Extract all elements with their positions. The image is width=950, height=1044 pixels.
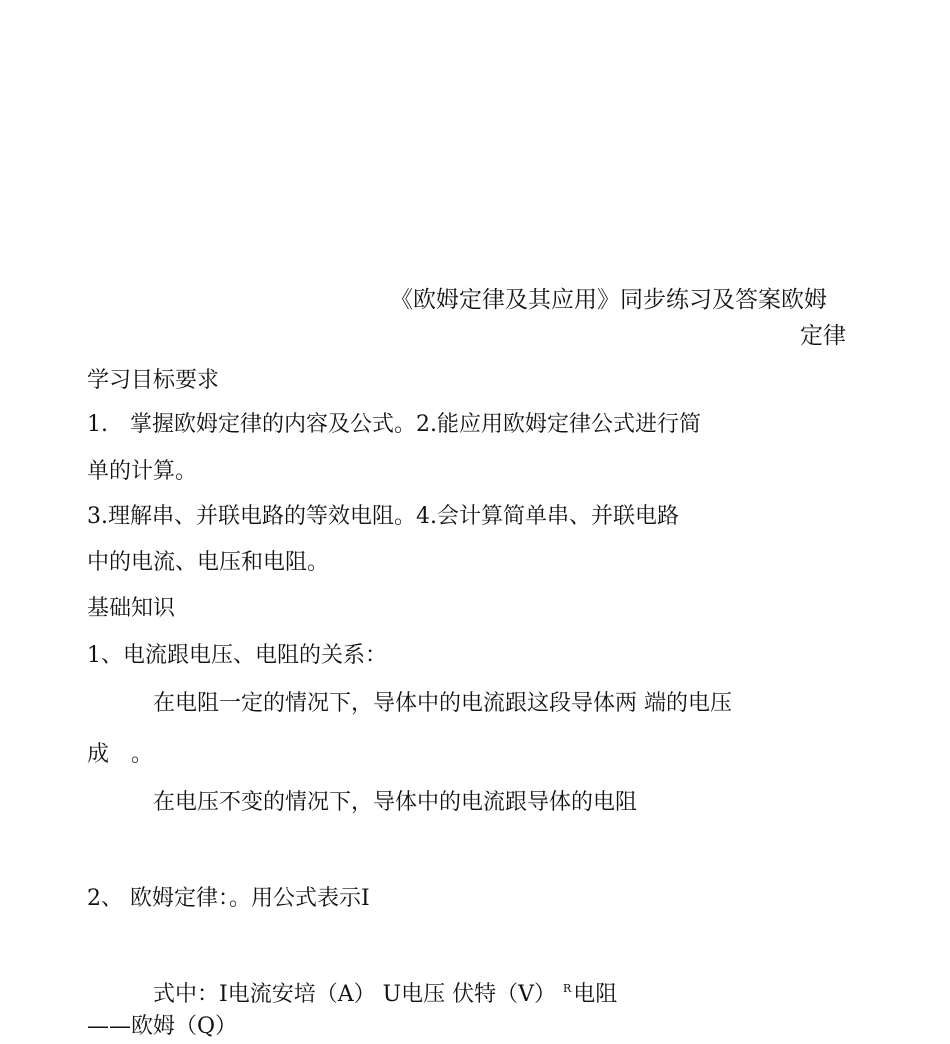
goal-line-3: 3.理解串、并联电路的等效电阻。4.会计算简单串、并联电路 [87,504,679,529]
formula-superscript: R [563,982,572,995]
formula-line-2: ——欧姆（Q） [87,1014,238,1039]
item-1-heading: 1、电流跟电压、电阻的关系： [87,643,387,668]
title-line-2: 定律 [800,323,846,349]
item-1-text-2: 成 。 [87,742,154,767]
formula-text-a: 式中：I电流安培（A） U电压 伏特（V） [153,982,556,1007]
formula-text-b: 电阻 [573,982,618,1007]
goal-line-1: 1. 掌握欧姆定律的内容及公式。2.能应用欧姆定律公式进行简 [87,412,701,437]
section-heading-basics: 基础知识 [87,596,176,621]
item-1-text-3: 在电压不变的情况下，导体中的电流跟导体的电阻 [153,790,638,815]
title-line-1: 《欧姆定律及其应用》同步练习及答案欧姆 [390,287,827,313]
item-1-text-1: 在电阻一定的情况下，导体中的电流跟这段导体两 端的电压 [153,691,732,716]
goal-line-2: 单的计算。 [87,459,198,484]
item-2-heading: 2、 欧姆定律：。用公式表示I [87,886,370,911]
goal-line-4: 中的电流、电压和电阻。 [87,550,330,575]
formula-line-1 [153,974,617,1010]
section-heading-goals: 学习目标要求 [87,368,220,393]
